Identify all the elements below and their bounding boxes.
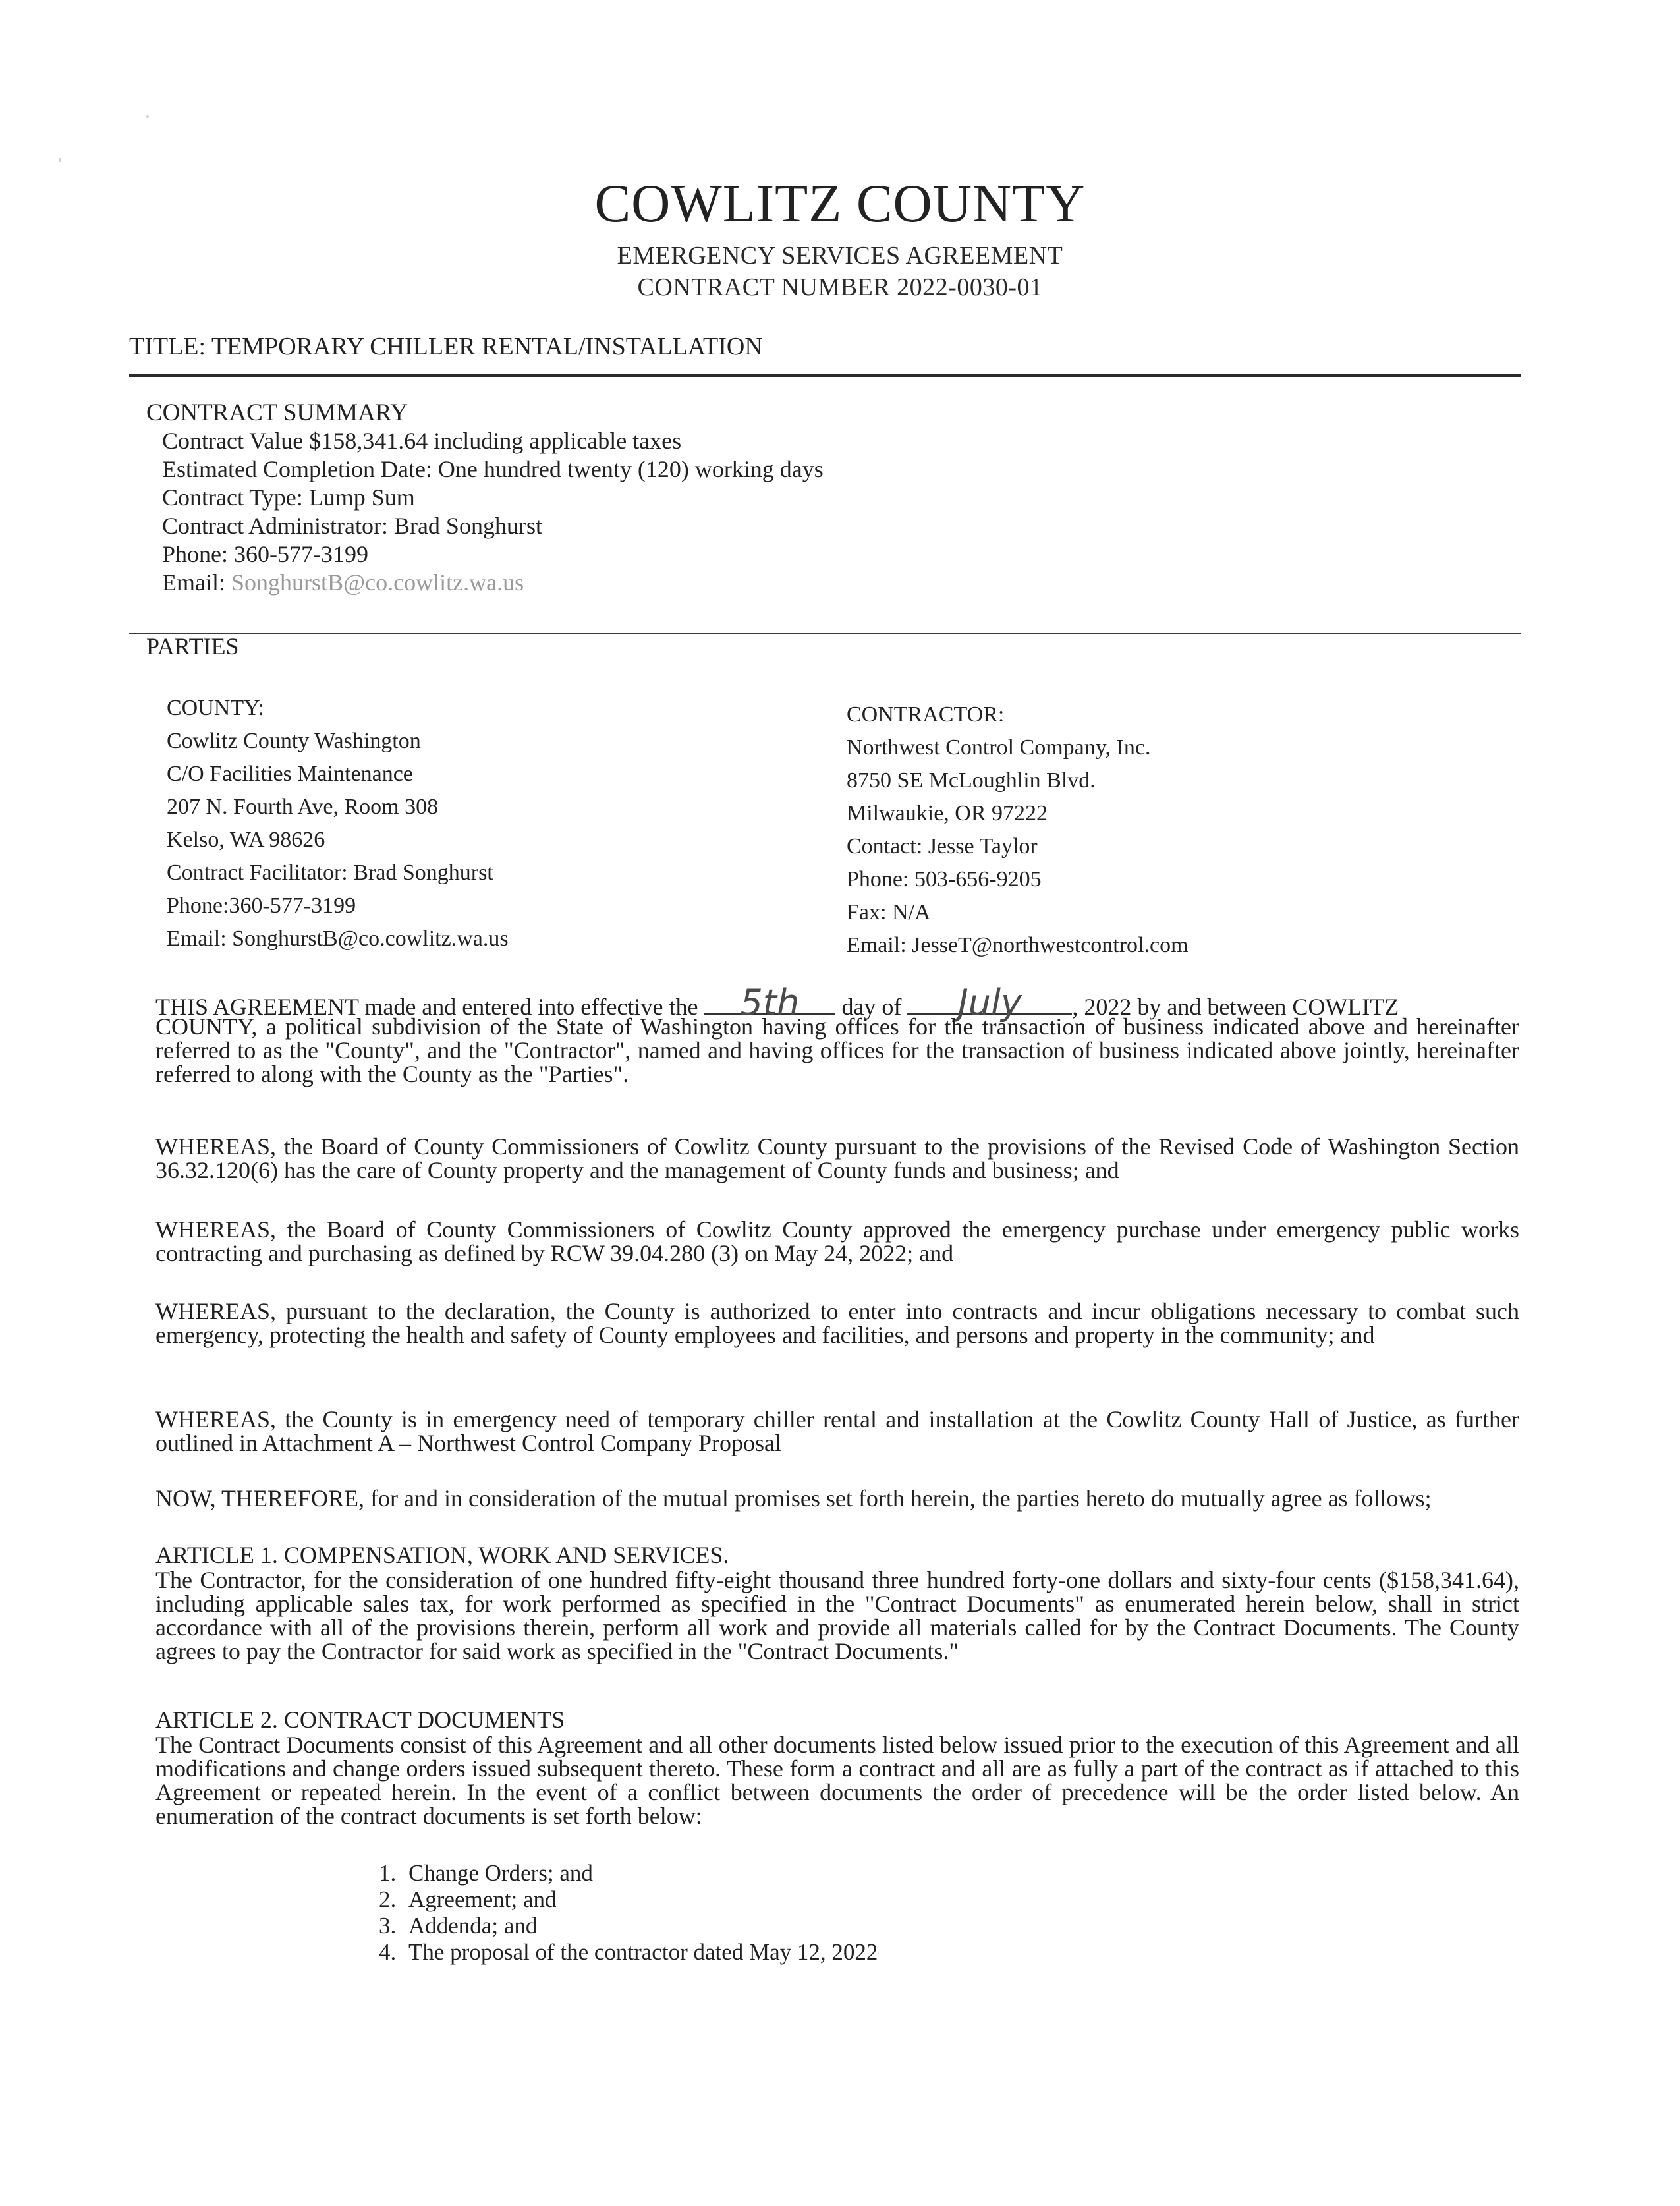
summary-email xyxy=(162,569,524,597)
contract-documents-list xyxy=(362,1860,878,1966)
day-blank xyxy=(704,982,835,1023)
article-2-heading: ARTICLE 2. CONTRACT DOCUMENTS xyxy=(155,1707,565,1733)
parties-heading: PARTIES xyxy=(146,633,239,660)
whereas-clause: WHEREAS, the Board of County Commissioners of Cowlitz County approved the emergency purchase under emergency public works contracting and purchasing as defined by RCW 39.04.280 (3) on May 24, 2022; and xyxy=(155,1216,1519,1266)
month-blank xyxy=(907,982,1072,1023)
agreement-intro-c: , 2022 by and between COWLITZ xyxy=(1072,994,1399,1020)
whereas-clause: WHEREAS, pursuant to the declaration, the County is authorized to enter into contracts and incur obligations necessary to combat such emergency, protecting the health and safety of County employees and facilities, and persons and property in the community; and xyxy=(155,1298,1519,1348)
list-item: 3. Addenda; and xyxy=(402,1913,878,1939)
now-therefore: NOW, THEREFORE, for and in consideration of the mutual promises set forth herein, the parties hereto do mutually agree as follows; xyxy=(155,1485,1432,1512)
title-line: TITLE: TEMPORARY CHILLER RENTAL/INSTALLATION xyxy=(129,333,763,360)
county-party-line: Cowlitz County Washington xyxy=(167,729,421,753)
summary-completion: Estimated Completion Date: One hundred twenty (120) working days xyxy=(162,456,824,482)
article-2-body: The Contract Documents consist of this Agreement and all other documents listed below issued prior to the execution of this Agreement and all modifications and change orders issued subsequent thereto. These form a contract and all are as fully a part of the contract as if attached to this Agreement or repeated herein. In the event of a conflict between documents the order of precedence will be the order listed below. An enumeration of the contract documents is set forth below: xyxy=(155,1732,1519,1829)
county-party-line: Email: SonghurstB@co.cowlitz.wa.us xyxy=(167,926,509,951)
county-party-line: C/O Facilities Maintenance xyxy=(167,762,413,786)
county-party-heading: COUNTY: xyxy=(167,696,264,720)
summary-type: Contract Type: Lump Sum xyxy=(162,484,415,511)
article-1-body: The Contractor, for the consideration of one hundred fifty-eight thousand three hundred forty-one dollars and sixty-four cents ($158,341.64), including applicable sales tax, for work performed as specified in the "Contract Documents" as enumerated herein below, shall in strict accordance with all of the provisions therein, perform all work and provide all materials called for by the Contract Documents. The County agrees to pay the Contractor for said work as specified in the "Contract Documents." xyxy=(155,1567,1519,1664)
county-party-line: Contract Facilitator: Brad Songhurst xyxy=(167,861,493,885)
list-item: 1. Change Orders; and xyxy=(402,1860,878,1886)
contractor-party-line: Northwest Control Company, Inc. xyxy=(847,735,1151,760)
summary-value: Contract Value $158,341.64 including applicable taxes xyxy=(162,428,682,454)
scan-speck xyxy=(146,115,149,118)
scan-speck xyxy=(59,158,61,162)
title-divider xyxy=(129,374,1521,377)
agreement-type: EMERGENCY SERVICES AGREEMENT xyxy=(617,242,1063,269)
list-item: 2. Agreement; and xyxy=(402,1886,878,1913)
contractor-party-line: Phone: 503-656-9205 xyxy=(847,867,1042,891)
county-party-line: Phone:360-577-3199 xyxy=(167,893,356,918)
summary-email-value: SonghurstB@co.cowlitz.wa.us xyxy=(231,569,524,596)
summary-divider xyxy=(129,633,1521,634)
summary-email-label: Email: xyxy=(162,569,225,596)
agreement-intro-b: day of xyxy=(841,994,902,1020)
summary-heading: CONTRACT SUMMARY xyxy=(146,399,408,426)
contractor-party-line: Milwaukie, OR 97222 xyxy=(847,801,1048,826)
county-party-line: Kelso, WA 98626 xyxy=(167,828,325,852)
county-party-line: 207 N. Fourth Ave, Room 308 xyxy=(167,795,439,819)
contractor-party-heading: CONTRACTOR: xyxy=(847,702,1005,727)
whereas-clause: WHEREAS, the County is in emergency need of temporary chiller rental and installation at the Cowlitz County Hall of Justice, as further outlined in Attachment A – Northwest Control Company Proposal xyxy=(155,1406,1519,1456)
contractor-party-line: Fax: N/A xyxy=(847,900,931,924)
contractor-party-line: Contact: Jesse Taylor xyxy=(847,834,1038,859)
agreement-body: COUNTY, a political subdivision of the State of Washington having offices for the transaction of business indicated above and hereinafter referred to as the "County", and the "Contractor", named and having offices for the transaction of business indicated above jointly, hereinafter referred to along with the County as the "Parties". xyxy=(155,1013,1519,1087)
summary-administrator: Contract Administrator: Brad Songhurst xyxy=(162,513,542,539)
day-handwritten: 5th xyxy=(740,982,800,1023)
month-handwritten: July xyxy=(957,982,1022,1023)
whereas-clause: WHEREAS, the Board of County Commissioners of Cowlitz County pursuant to the provisions of the Revised Code of Washington Section 36.32.120(6) has the care of County property and the management of County funds and business; and xyxy=(155,1133,1519,1183)
list-item: 4. The proposal of the contractor dated May 12, 2022 xyxy=(402,1939,878,1966)
contract-number: CONTRACT NUMBER 2022-0030-01 xyxy=(637,273,1043,301)
contractor-party-line: Email: JesseT@northwestcontrol.com xyxy=(847,933,1189,957)
agreement-intro-a: THIS AGREEMENT made and entered into effective the xyxy=(155,994,698,1020)
county-title: COWLITZ COUNTY xyxy=(594,173,1086,233)
article-1-heading: ARTICLE 1. COMPENSATION, WORK AND SERVICES. xyxy=(155,1542,729,1568)
contractor-party-line: 8750 SE McLoughlin Blvd. xyxy=(847,768,1096,793)
summary-phone: Phone: 360-577-3199 xyxy=(162,541,368,567)
